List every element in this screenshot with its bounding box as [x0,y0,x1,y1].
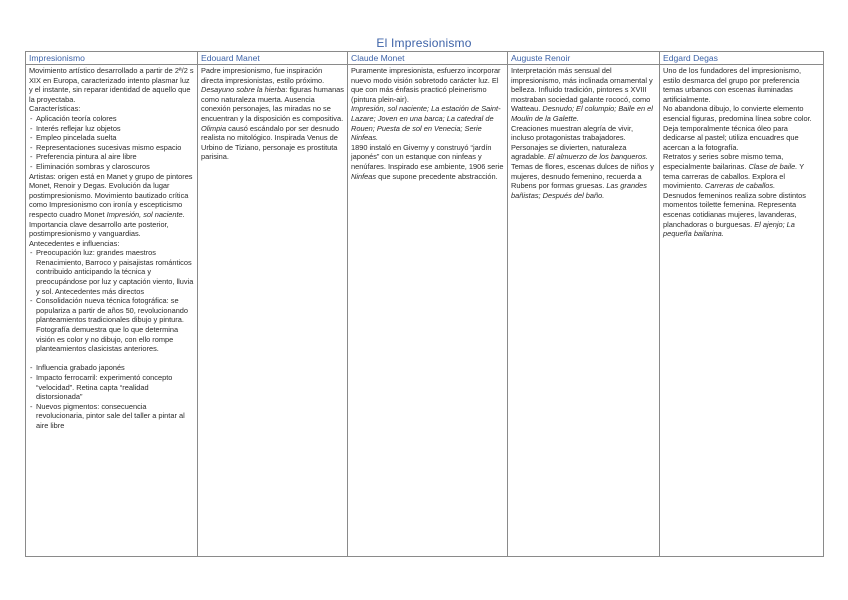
manet-p3 [201,124,344,162]
document-title: El Impresionismo [376,36,472,50]
artistas-work: Impresión, sol naciente [106,209,183,219]
monet-p3-text-end: que supone precedente abstracción. [376,171,498,181]
renoir-p3 [511,162,656,200]
list-item: - Empleo pincelada suelta [29,133,194,143]
header-renoir: Auguste Renoir [508,52,660,65]
antecedentes-list [29,248,194,354]
cell-impresionismo [26,65,198,557]
degas-p1: Uno de los fundadores del impresionismo, estilo desmarca del grupo por preferencia temas urbanos con escenas iluminadas artificialmente. [663,66,802,104]
list-item: - Eliminación sombras y claroscuros [29,162,194,172]
header-row [26,52,824,65]
manet-p3-text: causó escándalo por ser desnudo realista no mitológico. Inspirada Venus de Urbino de Tiziano, personaje es prostituta parisina. [201,123,340,162]
cell-manet [198,65,348,557]
list-item: - Preocupación luz: grandes maestros Renacimiento, Barroco y paisajistas románticos contribuido anticipando la técnica y preocupándose por luz y captación viento, lluvia y sol. Antecedentes más directos [29,248,194,296]
renoir-work: El almuerzo de los banqueros. [547,152,648,162]
monet-works [351,104,504,142]
list-item: - Aplicación teoría colores [29,114,194,124]
influencias-list [29,363,194,430]
monet-work-list: Impresión, sol naciente; La estación de Saint-Lazare; Joven en una barca; La catedral de Rouen; Puesta de sol en Venecia; Serie Ninfeas. [351,104,501,143]
manet-p1: Padre impresionismo, fue inspiración directa impresionistas, estilo próximo. [201,66,325,85]
artistas-text: Artistas: origen está en Manet y grupo de pintores Monet, Renoir y Degas. Evolución da lugar postimpresionismo. Movimiento bautizado crítica como Impresionismo con ironía y escepticismo respecto cuadro Monet [29,171,193,219]
spacer [29,354,194,364]
header-impresionismo: Impresionismo [26,52,198,65]
artistas-text-end: . Importancia clave desarrollo arte posterior, postimpresionismo y vanguardias. [29,209,185,239]
list-item: - Influencia grabado japonés [29,363,194,373]
monet-p1: Puramente impresionista, esfuerzo incorporar nuevo modo visión sobretodo carácter luz. El que con más énfasis practicó pleinerismo (pintura plein-air). [351,66,501,104]
monet-p3 [351,143,504,181]
renoir-p1 [511,66,656,124]
header-degas: Edgard Degas [660,52,824,65]
degas-work: Carreras de caballos. [704,181,776,191]
degas-p2: No abandona dibujo, lo convierte elemento esencial figuras, predomina línea sobre color. Deja temporalmente técnica óleo para dedicarse al pastel; utiliza encuadres que acercan a la fotografía. [663,104,812,152]
degas-work: Clase de baile. [748,161,798,171]
manet-p2-text: : figuras humanas como naturaleza muerta. Ausencia conexión personajes, las miradas no se encuentran y la disposición es compositiva. [201,85,344,123]
header-monet: Claude Monet [348,52,508,65]
artistas-paragraph [29,172,194,239]
caracteristicas-label: Características: [29,104,81,114]
antecedentes-label: Antecedentes e influencias: [29,238,120,248]
list-item: - Consolidación nueva técnica fotográfica: se populariza a partir de años 50, revolucionando planteamientos tradicionales dibujo y pintura. Fotografía demuestra que lo que determina visión es color y no dibujo, con ello rompe planteamientos clasicistas anteriores. [29,296,194,354]
manet-work: Desayuno sobre la hierba [201,85,286,95]
comparison-table [25,51,824,557]
monet-p3-text: 1890 instaló en Giverny y construyó “jardín japonés” con un estanque con ninfeas y nenúfares. Inspirado ese ambiente, 1906 serie [351,142,504,171]
manet-work: Olimpia [201,123,227,133]
caracteristicas-list [29,114,194,172]
cell-monet [348,65,508,557]
list-item: - Preferencia pintura al aire libre [29,152,194,162]
renoir-p2-text: Creaciones muestran alegría de vivir, incluso protagonistas trabajadores. Personajes se divierten, naturaleza agradable. [511,123,634,162]
renoir-p1-text: Interpretación más sensual del impresionismo, más inclinada ornamental y belleza. Influido tradición, pintores s XVIII mostraban sociedad galante rococó, como Watteau. [511,66,653,114]
degas-works: El ajenjo; La pequeña bailarina. [663,219,795,239]
impresionismo-intro: Movimiento artístico desarrollado a partir de 2ª/2 s XIX en Europa, caracterizado intento plasmar luz y el instante, sin reparar identidad de aquello que la proyectaba. [29,66,194,104]
renoir-p2 [511,124,656,162]
header-manet: Edouard Manet [198,52,348,65]
degas-p4-text: Desnudos femeninos realiza sobre distintos momentos toilette femenina. Representa escenas cotidianas mujeres, lavanderas, planchadoras o burguesas. [663,190,806,229]
list-item: - Nuevos pigmentos: consecuencia revolucionaria, pintor sale del taller a pintar al aire libre [29,402,194,431]
cell-degas [660,65,824,557]
list-item: - Interés reflejar luz objetos [29,124,194,134]
degas-p4 [663,191,820,239]
monet-work: Ninfeas [351,171,377,181]
degas-p3-text: Retratos y series sobre mismo tema, especialmente bailarinas. [663,152,784,171]
degas-p3-text-mid: Y tema carreras de caballos. Explora el movimiento. [663,161,805,191]
renoir-works: Desnudo; El columpio; Baile en el Moulin de la Galette. [511,104,653,123]
list-item: - Representaciones sucesivas mismo espacio [29,143,194,153]
content-row [26,65,824,557]
degas-p3 [663,152,820,190]
list-item: - Impacto ferrocarril: experimentó concepto “velocidad”. Retina capta “realidad distorsionada” [29,373,194,402]
cell-renoir [508,65,660,557]
manet-p2 [201,85,344,123]
renoir-p3-text: Temas de flores, escenas dulces de niños y mujeres, desnudo femenino, recuerda a Rubens por formas gruesas. [511,161,654,191]
renoir-works: Las grandes bañistas; Después del baño. [511,181,647,200]
